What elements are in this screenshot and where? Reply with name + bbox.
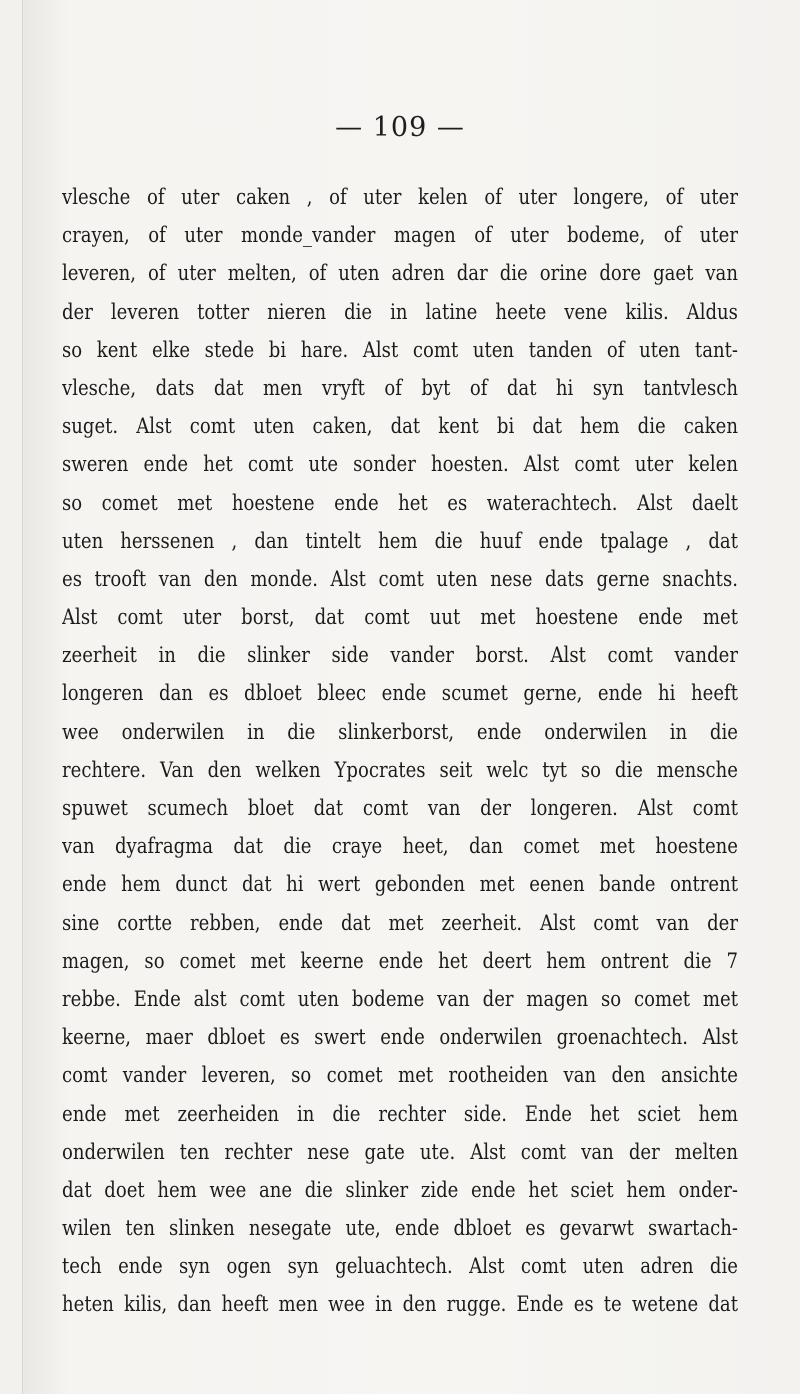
text-line: ende hem dunct dat hi wert gebonden met eenen bande ontrent	[62, 872, 738, 897]
text-line: dat doet hem wee ane die slinker zide ende het sciet hem onder-	[62, 1177, 738, 1202]
text-line: leveren, of uter melten, of uten adren dar die orine dore gaet van	[62, 261, 738, 286]
text-line: suget. Alst comt uten caken, dat kent bi dat hem die caken	[62, 414, 738, 439]
body-text	[62, 178, 738, 1324]
text-line: so kent elke stede bi hare. Alst comt uten tanden of uten tant-	[62, 337, 738, 362]
text-line: keerne, maer dbloet es swert ende onderwilen groenachtech. Alst	[62, 1025, 738, 1050]
page-number: — 109 —	[335, 112, 465, 143]
text-line: van dyafragma dat die craye heet, dan comet met hoestene	[62, 834, 738, 859]
text-line: spuwet scumech bloet dat comt van der longeren. Alst comt	[62, 796, 738, 820]
text-line: tech ende syn ogen syn geluachtech. Alst comt uten adren die	[62, 1254, 738, 1279]
text-line: sweren ende het comt ute sonder hoesten. Alst comt uter kelen	[62, 452, 738, 477]
text-line: longeren dan es dbloet bleec ende scumet gerne, ende hi heeft	[62, 681, 738, 706]
text-line: Alst comt uter borst, dat comt uut met hoestene ende met	[62, 605, 738, 630]
text-line: wilen ten slinken nesegate ute, ende dbloet es gevarwt swartach-	[62, 1216, 738, 1241]
text-line: vlesche, dats dat men vryft of byt of dat hi syn tantvlesch	[62, 375, 738, 400]
text-line: sine cortte rebben, ende dat met zeerheit. Alst comt van der	[62, 910, 738, 935]
text-line: vlesche of uter caken , of uter kelen of uter longere, of uter	[62, 185, 738, 209]
text-line: es trooft van den monde. Alst comt uten nese dats gerne snachts.	[62, 566, 738, 591]
text-line: uten herssenen , dan tintelt hem die huuf ende tpalage , dat	[62, 528, 738, 553]
text-line: magen, so comet met keerne ende het deert hem ontrent die 7	[62, 948, 738, 973]
text-line: ende met zeerheiden in die rechter side. Ende het sciet hem	[62, 1101, 738, 1126]
text-line: rechtere. Van den welken Ypocrates seit welc tyt so die mensche	[62, 757, 738, 782]
text-line: der leveren totter nieren die in latine heete vene kilis. Aldus	[62, 299, 738, 324]
text-line: onderwilen ten rechter nese gate ute. Alst comt van der melten	[62, 1139, 738, 1164]
text-line: rebbe. Ende alst comt uten bodeme van der magen so comet met	[62, 986, 738, 1011]
text-line: so comet met hoestene ende het es waterachtech. Alst daelt	[62, 490, 738, 515]
text-line: heten kilis, dan heeft men wee in den rugge. Ende es te wetene dat	[62, 1292, 738, 1317]
text-line: zeerheit in die slinker side vander borst. Alst comt vander	[62, 643, 738, 668]
text-line: crayen, of uter monde_vander magen of uter bodeme, of uter	[62, 223, 738, 248]
text-line: wee onderwilen in die slinkerborst, ende onderwilen in die	[62, 719, 738, 744]
text-line: comt vander leveren, so comet met rootheiden van den ansichte	[62, 1063, 738, 1088]
